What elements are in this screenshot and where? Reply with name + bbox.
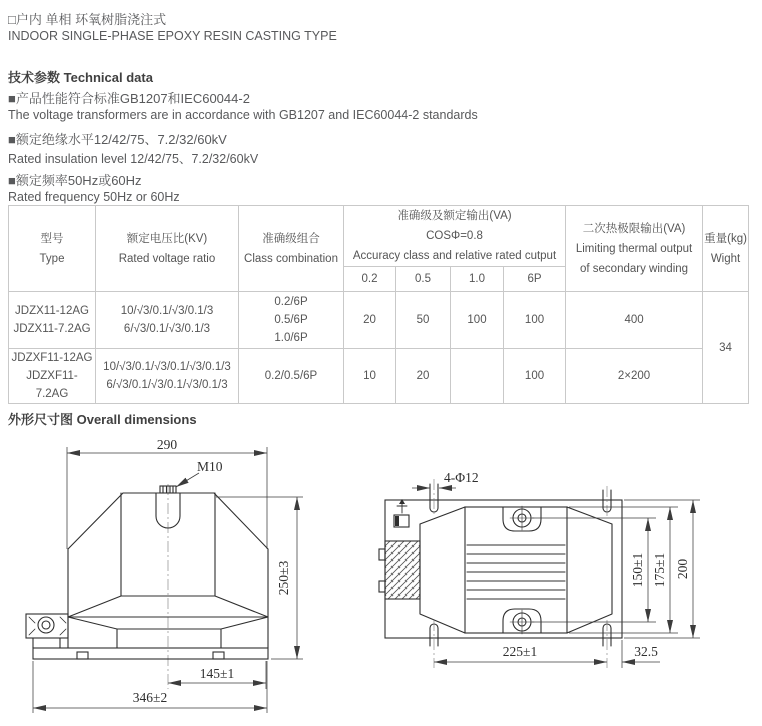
cell-class-combination: 0.2/6P 0.5/6P 1.0/6P xyxy=(239,292,344,349)
col-header-type: 型号 Type xyxy=(9,206,96,292)
col-header-thermal: 二次热极限输出(VA) Limiting thermal output of secondary winding xyxy=(566,206,703,292)
cell-va-05: 50 xyxy=(396,292,451,349)
cell-class-combination: 0.2/0.5/6P xyxy=(239,349,344,404)
dim-inner-150: 150±1 xyxy=(630,552,645,588)
overall-dimensions-heading: 外形尺寸图 Overall dimensions xyxy=(8,412,197,427)
spec-table xyxy=(8,205,749,404)
top-boss xyxy=(503,506,541,531)
cell-type: JDZX11-12AG JDZX11-7.2AG xyxy=(9,292,96,349)
cell-va-6p: 100 xyxy=(504,292,566,349)
col-header-weight: 重量(kg) Wight xyxy=(703,206,749,292)
dim-outer-200: 200 xyxy=(675,558,690,580)
table-row xyxy=(9,349,749,404)
cell-va-10 xyxy=(451,349,504,404)
sub-header-1-0: 1.0 xyxy=(451,267,504,292)
cell-va-6p: 100 xyxy=(504,349,566,404)
dim-holes-4phi12: 4-Φ12 xyxy=(444,470,479,485)
terminal-label-m10: M10 xyxy=(197,459,223,474)
dim-mid-175: 175±1 xyxy=(652,552,667,588)
sub-header-0-2: 0.2 xyxy=(344,267,396,292)
front-view xyxy=(26,437,303,713)
bullet-standards-zh: ■产品性能符合标准GB1207和IEC60044-2 xyxy=(8,91,250,106)
cell-ratio: 10/√3/0.1/√3/0.1/3 6/√3/0.1/√3/0.1/3 xyxy=(96,292,239,349)
cell-ratio: 10/√3/0.1/√3/0.1/√3/0.1/3 6/√3/0.1/√3/0.1/√3/0.1/3 xyxy=(96,349,239,404)
sub-header-6p: 6P xyxy=(504,267,566,292)
technical-data-heading: 技术参数 Technical data xyxy=(8,70,153,85)
cell-va-10: 100 xyxy=(451,292,504,349)
front-body-outline xyxy=(26,486,268,659)
cell-type: JDZXF11-12AG JDZXF11-7.2AG xyxy=(9,349,96,404)
cell-va-02: 20 xyxy=(344,292,396,349)
bullet-frequency-en: Rated frequency 50Hz or 60Hz xyxy=(8,190,180,204)
col-header-accuracy-group: 准确级及额定输出(VA) COSΦ=0.8 Accuracy class and relative rated cutput xyxy=(344,206,566,267)
cell-va-05: 20 xyxy=(396,349,451,404)
bottom-boss xyxy=(503,609,541,634)
bullet-insulation-en: Rated insulation level 12/42/75、7.2/32/60kV xyxy=(8,152,259,166)
dim-base-346: 346±2 xyxy=(132,690,168,705)
dim-height-250: 250±3 xyxy=(276,560,291,596)
dim-offset-32-5: 32.5 xyxy=(634,644,658,659)
page-title-zh: □户内 单相 环氧树脂浇注式 xyxy=(8,12,167,27)
dim-half-145: 145±1 xyxy=(199,666,235,681)
cell-thermal: 400 xyxy=(566,292,703,349)
bullet-insulation-zh: ■额定绝缘水平12/42/75、7.2/32/60kV xyxy=(8,132,227,147)
bullet-standards-en: The voltage transformers are in accordance with GB1207 and IEC60044-2 standards xyxy=(8,108,478,122)
col-header-ratio: 额定电压比(KV) Rated voltage ratio xyxy=(96,206,239,292)
top-view xyxy=(379,470,700,668)
ground-symbol xyxy=(394,499,409,527)
page-title-en: INDOOR SINGLE-PHASE EPOXY RESIN CASTING TYPE xyxy=(8,29,337,43)
cell-thermal: 2×200 xyxy=(566,349,703,404)
cell-weight: 34 xyxy=(703,292,749,404)
dim-width-290: 290 xyxy=(156,437,178,452)
cell-va-02: 10 xyxy=(344,349,396,404)
terminal-box xyxy=(26,614,68,648)
dim-span-225: 225±1 xyxy=(502,644,538,659)
table-row xyxy=(9,292,749,349)
dimension-drawings xyxy=(0,430,762,726)
sub-header-0-5: 0.5 xyxy=(396,267,451,292)
bullet-frequency-zh: ■额定频率50Hz或60Hz xyxy=(8,173,142,188)
col-header-class-combination: 准确级组合 Class combination xyxy=(239,206,344,292)
cooling-fins xyxy=(467,545,565,599)
secondary-terminal-box xyxy=(379,541,420,599)
